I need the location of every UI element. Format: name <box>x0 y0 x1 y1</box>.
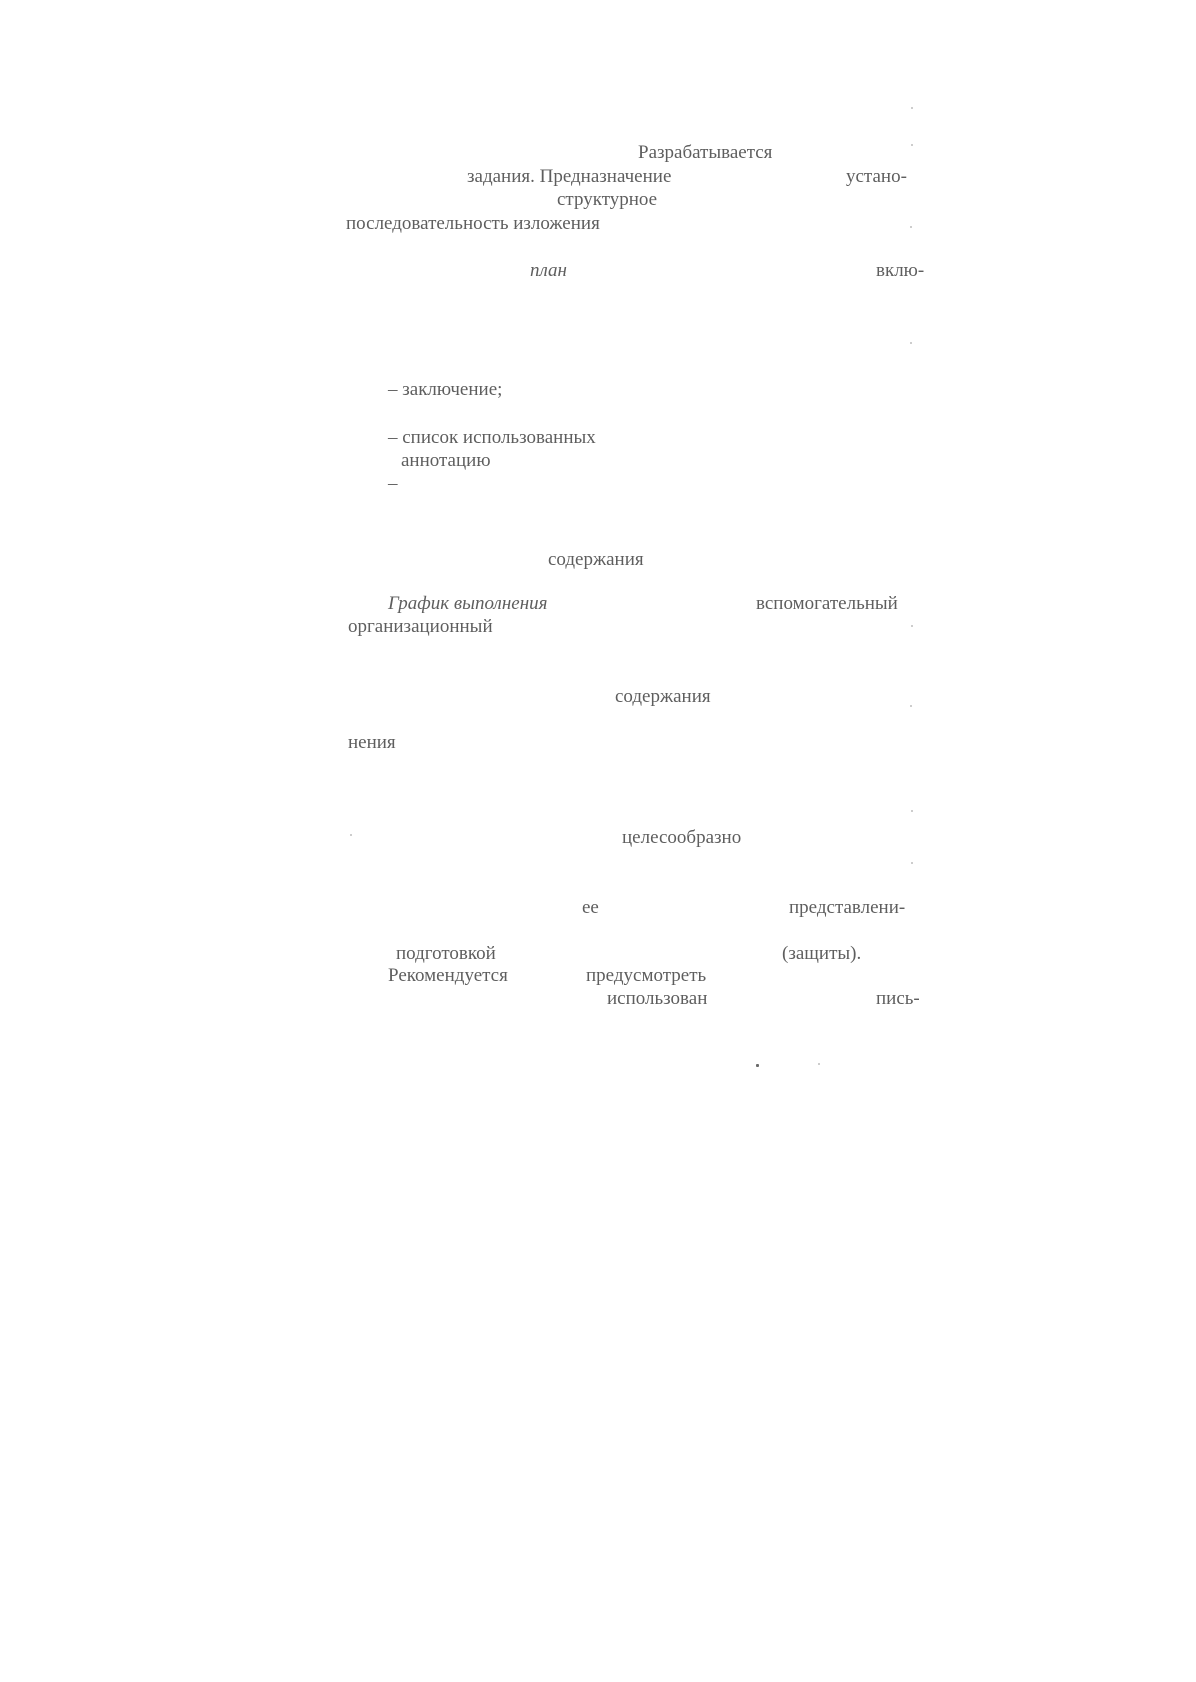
word-ispolzovan: использован <box>607 988 708 1009</box>
scan-speck <box>818 1063 820 1065</box>
list-item-spisok-ispolzovannyh: – список использованных <box>388 427 596 448</box>
word-predusmotret: предусмотреть <box>586 965 707 986</box>
list-item-dash: – <box>388 473 398 494</box>
scan-speck <box>910 226 912 228</box>
word-zadaniya-prednaznachenie: задания. Предназначение <box>467 166 672 187</box>
word-organizacionnyy: организационный <box>348 616 493 637</box>
list-item-zaklyuchenie: – заключение; <box>388 379 503 400</box>
word-ustano: устано- <box>846 166 907 187</box>
word-pis: пись- <box>876 988 920 1009</box>
scan-speck <box>911 862 913 864</box>
word-soderzhaniya-2: содержания <box>615 686 711 707</box>
word-plan: план <box>530 260 567 281</box>
word-annotaciyu: аннотацию <box>401 450 491 471</box>
word-podgotovkoy: подготовкой <box>396 943 496 964</box>
word-zashchity: (защиты). <box>782 943 862 964</box>
word-ee: ее <box>582 897 599 918</box>
word-strukturnoe: структурное <box>557 189 658 210</box>
word-posledovatelnost-izlozheniya: последовательность изложения <box>346 213 600 234</box>
word-predstavleni: представлени- <box>789 897 906 918</box>
word-rekomenduetsya: Рекомендуется <box>388 965 508 986</box>
word-razrabatyvaetsya: Разрабатывается <box>638 142 773 163</box>
word-vspomogatelnyy: вспомогательный <box>756 593 898 614</box>
scan-speck <box>756 1064 759 1067</box>
scan-speck <box>910 705 912 707</box>
scan-speck <box>911 810 913 812</box>
scan-speck <box>911 144 913 146</box>
word-soderzhaniya-1: содержания <box>548 549 644 570</box>
word-vklyu: вклю- <box>876 260 925 281</box>
scan-speck <box>911 107 913 109</box>
word-neniya: нения <box>348 732 396 753</box>
word-celesoobrazno: целесообразно <box>622 827 742 848</box>
word-grafik-vypolneniya: График выполнения <box>388 593 548 614</box>
scan-speck <box>911 625 913 627</box>
scan-speck <box>350 834 352 836</box>
scan-speck <box>910 342 912 344</box>
